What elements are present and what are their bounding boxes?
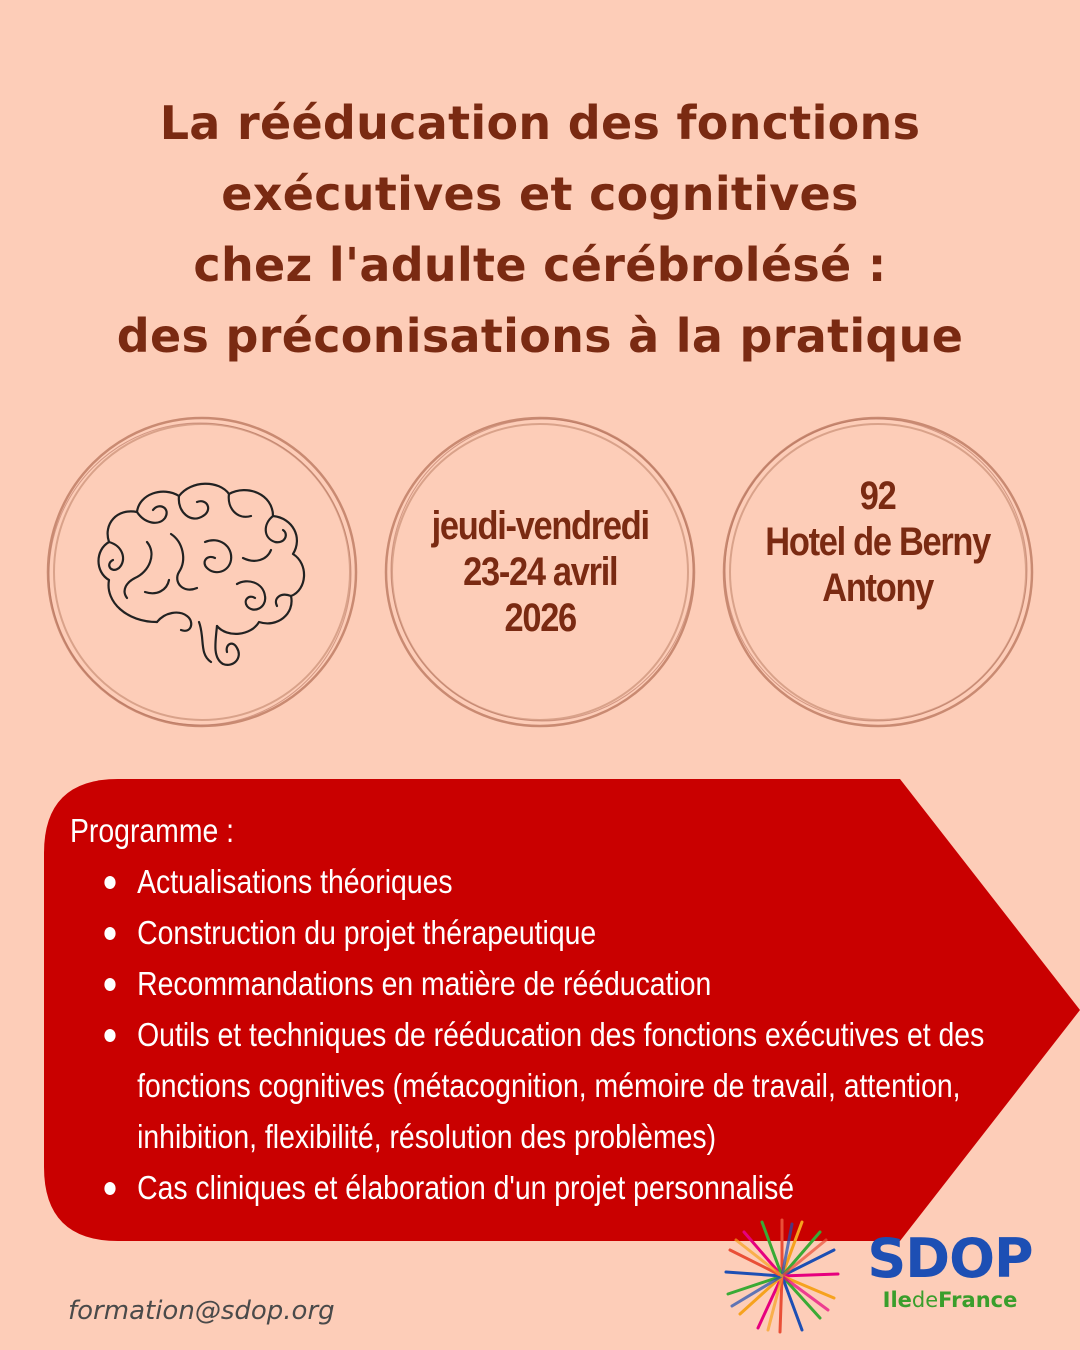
title-line-4: des préconisations à la pratique bbox=[116, 309, 964, 363]
programme-list bbox=[70, 856, 1025, 1213]
location-department: 92 bbox=[860, 474, 896, 518]
list-item-text: Cas cliniques et élaboration d'un projet personnalisé bbox=[137, 1169, 795, 1206]
programme-section bbox=[70, 805, 1030, 1213]
logo-region-middle: de bbox=[911, 1288, 939, 1312]
programme-title: Programme : bbox=[70, 812, 235, 849]
list-item-text: Recommandations en matière de rééducation bbox=[137, 965, 712, 1002]
logo-region bbox=[860, 1288, 1040, 1312]
bullet-icon bbox=[104, 927, 115, 940]
bullet-icon bbox=[104, 978, 115, 991]
list-item bbox=[70, 958, 1025, 1009]
list-item bbox=[70, 907, 1025, 958]
sdop-starburst-logo-icon bbox=[722, 1216, 842, 1336]
date-days: jeudi-vendredi bbox=[431, 504, 649, 548]
contact-email[interactable]: formation@sdop.org bbox=[68, 1296, 335, 1326]
logo-region-prefix: Ile bbox=[882, 1288, 912, 1312]
list-item-text: Outils et techniques de rééducation des fonctions exécutives et des fonctions cognitives (métacognition, mémoire de travail, attention, inhibition, flexibilité, résolution des problèmes) bbox=[137, 1016, 985, 1155]
list-item bbox=[70, 1162, 1025, 1213]
list-item bbox=[70, 1009, 1025, 1162]
title-line-2: exécutives et cognitives bbox=[221, 167, 859, 221]
logo-region-suffix: France bbox=[938, 1288, 1018, 1312]
bullet-icon bbox=[104, 1182, 115, 1195]
title-line-3: chez l'adulte cérébrolésé : bbox=[193, 238, 887, 292]
list-item-text: Actualisations théoriques bbox=[137, 863, 453, 900]
location-city: Antony bbox=[822, 566, 934, 610]
logo-name: SDOP bbox=[867, 1227, 1033, 1290]
bullet-icon bbox=[104, 1029, 115, 1042]
sdop-logo bbox=[860, 1227, 1040, 1312]
list-item-text: Construction du projet thérapeutique bbox=[137, 914, 597, 951]
date-year: 2026 bbox=[504, 596, 576, 640]
list-item bbox=[70, 856, 1025, 907]
bullet-icon bbox=[104, 876, 115, 889]
title-line-1: La rééducation des fonctions bbox=[159, 96, 921, 150]
location-venue: Hotel de Berny bbox=[765, 520, 991, 564]
date-dates: 23-24 avril bbox=[462, 550, 618, 594]
